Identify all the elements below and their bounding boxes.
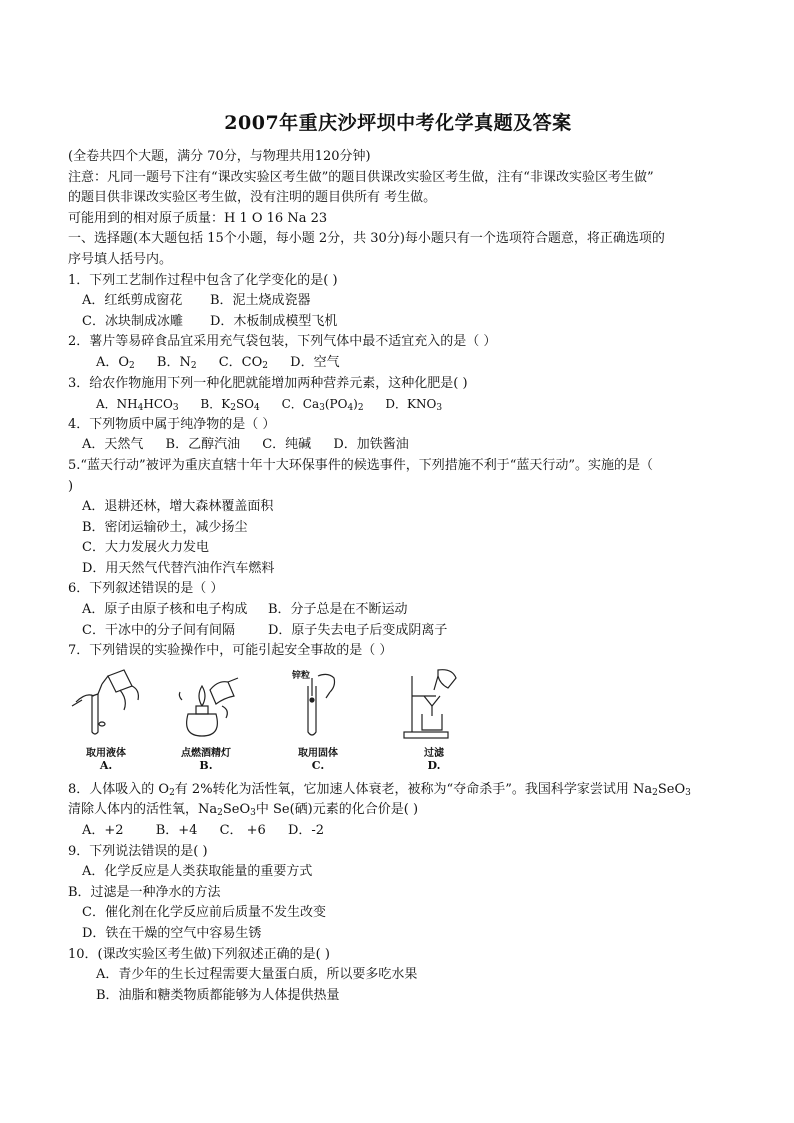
option-b: B．$N_2$	[156, 354, 197, 371]
option-b: B．过滤是一种净水的方法	[68, 884, 221, 900]
option-a: A．+2	[82, 823, 124, 839]
question-1-options-row1	[68, 291, 728, 312]
question-6-stem: 6．下列叙述错误的是（ ）	[68, 581, 224, 597]
option-d: D．加铁酱油	[333, 437, 409, 453]
option-c: C．$CO_2$	[218, 354, 269, 371]
question-2-options	[68, 353, 728, 374]
figure-b-letter: B.	[199, 758, 213, 772]
option-d: D．空气	[290, 354, 340, 370]
question-9-stem: 9．下列说法错误的是( )	[68, 843, 208, 859]
question-8-stem-1: 8．人体吸入的 $O_2$有 2%转化为活性氧，它加速人体衰老，被称为“夺命杀手”。我国科学家尝试用 $Na_2SeO_3$	[68, 781, 691, 798]
question-2-stem: 2．薯片等易碎食品宜采用充气袋包装，下列气体中最不适宜充入的是（ ）	[68, 334, 497, 350]
option-a: A．化学反应是人类获取能量的重要方式	[82, 864, 313, 880]
figure-c-caption: 取用固体	[298, 747, 338, 759]
option-d: D．木板制成模型飞机	[210, 313, 338, 329]
zinc-label: 锌粒	[292, 670, 311, 681]
option-c: C．纯碱	[262, 437, 312, 453]
option-d: D．原子失去电子后变成阴离子	[268, 622, 448, 638]
option-d: D．用天然气代替汽油作汽车燃料	[82, 560, 275, 576]
figure-a-caption: 取用液体	[86, 747, 126, 759]
option-c: C．催化剂在化学反应前后质量不发生改变	[82, 905, 326, 921]
option-d: D．$KNO_3$	[385, 397, 443, 414]
question-4-stem: 4．下列物质中属于纯净物的是（ ）	[68, 416, 276, 432]
filtration-illustration	[390, 666, 478, 742]
option-b: B．乙醇汽油	[165, 437, 241, 453]
question-6-options-row2	[68, 621, 728, 642]
exam-page	[68, 108, 728, 1006]
option-b: B．分子总是在不断运动	[268, 602, 408, 618]
question-8-stem-2: 清除人体内的活性氧，$Na_2SeO_3$中 Se(硒)元素的化合价是( )	[68, 802, 419, 819]
figure-c-letter: C.	[311, 758, 325, 772]
option-a: A．$NH_4HCO_3$	[96, 397, 179, 414]
figure-c	[274, 666, 362, 772]
question-1-stem: 1．下列工艺制作过程中包含了化学变化的是( )	[68, 272, 338, 288]
figure-a	[62, 666, 150, 772]
question-1-options-row2	[68, 312, 728, 333]
question-7-figures	[68, 666, 728, 778]
question-7-stem: 7．下列错误的实验操作中，可能引起安全事故的是（ ）	[68, 643, 393, 659]
figure-b	[162, 666, 250, 772]
question-3-options	[68, 394, 728, 415]
question-5-stem-cont: )	[68, 478, 74, 494]
option-b: B．泥土烧成瓷器	[210, 293, 311, 309]
section-heading-1: 一、选择题(本大题包括 15个小题，每小题 2分，共 30分)每小题只有一个选项符合题意，将正确选项的	[68, 231, 665, 247]
alcohol-lamp-illustration	[162, 666, 250, 742]
note-line-2: 的题目供非课改实验区考生做，没有注明的题目供所有 考生做。	[68, 190, 437, 206]
option-b: B．$K_2SO_4$	[200, 397, 260, 414]
option-a: A．红纸剪成窗花	[82, 293, 183, 309]
question-3-stem: 3．给农作物施用下列一种化肥就能增加两种营养元素，这种化肥是( )	[68, 375, 468, 391]
option-b: B．密闭运输砂土，减少扬尘	[82, 519, 248, 535]
option-c: C．大力发展火力发电	[82, 540, 209, 556]
figure-d	[390, 666, 478, 772]
option-c: C．干冰中的分子间有间隔	[82, 622, 235, 638]
atomic-mass-line: 可能用到的相对原子质量：H 1 O 16 Na 23	[68, 210, 328, 226]
option-a: A．青少年的生长过程需要大量蛋白质，所以要多吃水果	[96, 967, 418, 983]
option-b: B．油脂和糖类物质都能够为人体提供热量	[96, 987, 340, 1003]
option-a: A．退耕还林，增大森林覆盖面积	[82, 499, 274, 515]
question-5-stem: 5.“蓝天行动”被评为重庆直辖十年十大环保事件的候选事件，下列措施不利于“蓝天行动”。实施的是（	[68, 457, 653, 473]
option-c: C．冰块制成冰雕	[82, 313, 183, 329]
section-heading-2: 序号填人括号内。	[68, 251, 173, 267]
option-a: A．原子由原子核和电子构成	[82, 602, 248, 618]
figure-d-caption: 过滤	[424, 747, 444, 759]
option-b: B．+4	[155, 823, 198, 839]
page-title: 2007年重庆沙坪坝中考化学真题及答案	[224, 112, 572, 134]
option-d: D．-2	[287, 823, 325, 839]
question-4-options	[68, 435, 728, 456]
option-d: D．铁在干燥的空气中容易生锈	[82, 926, 262, 941]
figure-b-caption: 点燃酒精灯	[181, 747, 231, 759]
zinc-granule-tube-illustration	[274, 666, 362, 742]
option-c: C． +6	[219, 823, 266, 839]
note-line-1: 注意：凡同一题号下注有“课改实验区考生做”的题目供课改实验区考生做，注有“非课改实验区考生做”	[68, 169, 654, 185]
pour-liquid-illustration	[62, 666, 150, 742]
question-10-stem: 10．(课改实验区考生做)下列叙述正确的是( )	[68, 946, 330, 962]
option-a: A．天然气	[82, 437, 144, 453]
figure-d-letter: D.	[427, 758, 441, 772]
question-8-options	[68, 821, 728, 842]
figure-a-letter: A.	[99, 758, 113, 772]
option-c: C．$Ca_3(PO_4)_2$	[281, 397, 364, 414]
intro-line: (全卷共四个大题，满分 70分，与物理共用120分钟)	[68, 149, 371, 164]
question-6-options-row1	[68, 600, 728, 621]
option-a: A．$O_2$	[96, 354, 135, 371]
